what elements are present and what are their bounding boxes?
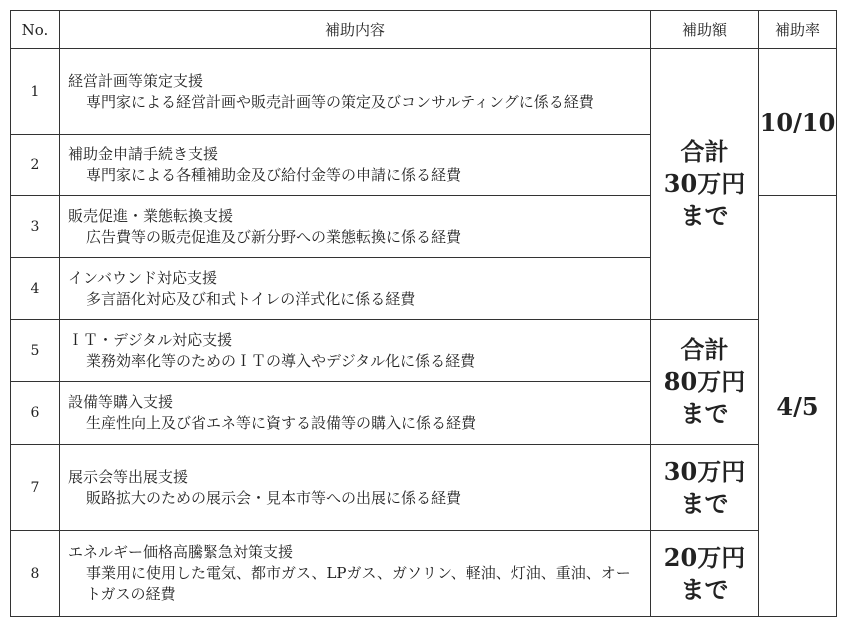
row-number: 5 (11, 320, 60, 382)
item-title: 販売促進・業態転換支援 (68, 206, 234, 225)
amount-line: まで (680, 488, 729, 518)
row-number: 2 (11, 135, 60, 196)
amount-line: 30万円 (663, 456, 746, 486)
row-number: 4 (11, 258, 60, 320)
row-content (60, 382, 651, 445)
row-content (60, 135, 651, 196)
header-amount: 補助額 (651, 11, 759, 49)
header-row (11, 11, 837, 49)
item-description: 生産性向上及び省エネ等に資する設備等の購入に係る経費 (86, 414, 477, 432)
row-content (60, 258, 651, 320)
item-title: エネルギー価格高騰緊急対策支援 (68, 543, 294, 561)
amount-line: 30万円 (663, 169, 746, 198)
header-content: 補助内容 (60, 11, 651, 49)
row-content (60, 445, 651, 531)
table-row (11, 49, 837, 135)
amount-cell-4 (651, 531, 759, 617)
amount-line: 20万円 (663, 542, 746, 572)
item-description: 広告費等の販売促進及び新分野への業態転換に係る経費 (86, 227, 462, 246)
row-number: 7 (11, 445, 60, 531)
row-content (60, 49, 651, 135)
row-number: 3 (11, 196, 60, 258)
amount-line: 80万円 (663, 367, 746, 396)
table-row (11, 445, 837, 531)
header-rate: 補助率 (759, 11, 837, 49)
row-content (60, 320, 651, 382)
item-description: 業務効率化等のためのＩＴの導入やデジタル化に係る経費 (86, 351, 476, 370)
amount-cell-2 (651, 320, 759, 445)
row-content (60, 196, 651, 258)
header-no: No. (11, 11, 60, 49)
item-description: 事業用に使用した電気、都市ガス、LPガス、ガソリン、軽油、灯油、重油、オートガスの経費 (86, 564, 631, 603)
item-description: 専門家による経営計画や販売計画等の策定及びコンサルティングに係る経費 (86, 92, 594, 111)
item-description: 専門家による各種補助金及び給付金等の申請に係る経費 (86, 166, 462, 184)
item-title: 展示会等出展支援 (68, 467, 189, 486)
row-number: 1 (11, 49, 60, 135)
item-description: 販路拡大のための展示会・見本市等への出展に係る経費 (86, 488, 462, 507)
amount-cell-1 (651, 49, 759, 320)
amount-line: 合計 (680, 137, 729, 166)
rate-cell-2: 4/5 (759, 196, 837, 617)
amount-line: まで (680, 574, 729, 604)
row-content (60, 531, 651, 617)
item-title: 設備等購入支援 (68, 393, 174, 411)
row-number: 8 (11, 531, 60, 617)
subsidy-table-container (10, 10, 837, 617)
amount-line: まで (680, 399, 729, 428)
subsidy-table (10, 10, 837, 617)
item-title: 補助金申請手続き支援 (68, 145, 219, 163)
item-title: インバウンド対応支援 (68, 268, 217, 287)
rate-cell-1: 10/10 (759, 49, 837, 196)
item-title: ＩＴ・デジタル対応支援 (68, 330, 233, 349)
table-row (11, 320, 837, 382)
amount-line: まで (680, 201, 729, 230)
item-title: 経営計画等策定支援 (68, 71, 204, 90)
item-description: 多言語化対応及び和式トイレの洋式化に係る経費 (86, 289, 416, 308)
amount-line: 合計 (680, 335, 729, 364)
table-row (11, 531, 837, 617)
amount-cell-3 (651, 445, 759, 531)
row-number: 6 (11, 382, 60, 445)
